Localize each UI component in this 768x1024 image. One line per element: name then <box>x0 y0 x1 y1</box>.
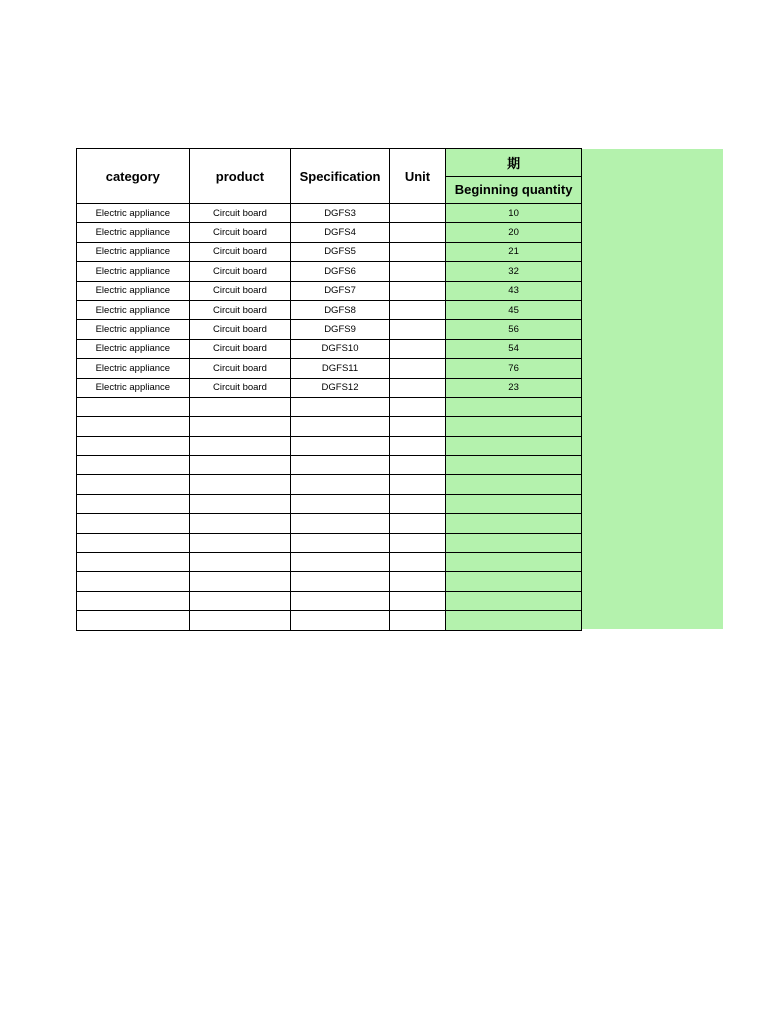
cell-specification[interactable] <box>291 533 390 552</box>
cell-specification[interactable]: DGFS8 <box>291 300 390 319</box>
cell-beginning-quantity[interactable] <box>446 572 582 591</box>
cell-specification[interactable] <box>291 475 390 494</box>
cell-beginning-quantity[interactable]: 23 <box>446 378 582 397</box>
cell-product[interactable]: Circuit board <box>189 339 291 358</box>
cell-unit[interactable] <box>389 417 445 436</box>
cell-beginning-quantity[interactable] <box>446 494 582 513</box>
cell-product[interactable] <box>189 417 291 436</box>
cell-category[interactable]: Electric appliance <box>77 204 190 223</box>
table-row <box>77 553 582 572</box>
cell-beginning-quantity[interactable]: 32 <box>446 262 582 281</box>
cell-beginning-quantity[interactable] <box>446 591 582 610</box>
cell-unit[interactable] <box>389 204 445 223</box>
cell-category[interactable] <box>77 494 190 513</box>
cell-beginning-quantity[interactable]: 10 <box>446 204 582 223</box>
cell-product[interactable]: Circuit board <box>189 320 291 339</box>
cell-category[interactable]: Electric appliance <box>77 242 190 261</box>
cell-product[interactable]: Circuit board <box>189 300 291 319</box>
cell-specification[interactable] <box>291 494 390 513</box>
cell-specification[interactable]: DGFS12 <box>291 378 390 397</box>
cell-unit[interactable] <box>389 320 445 339</box>
cell-unit[interactable] <box>389 281 445 300</box>
table-row <box>77 456 582 475</box>
table-row <box>77 204 582 223</box>
cell-beginning-quantity[interactable]: 54 <box>446 339 582 358</box>
header-category[interactable]: category <box>77 149 190 204</box>
cell-category[interactable]: Electric appliance <box>77 378 190 397</box>
cell-category[interactable] <box>77 611 190 630</box>
cell-product[interactable]: Circuit board <box>189 281 291 300</box>
cell-specification[interactable]: DGFS9 <box>291 320 390 339</box>
cell-unit[interactable] <box>389 223 445 242</box>
table-row <box>77 223 582 242</box>
cell-category[interactable]: Electric appliance <box>77 262 190 281</box>
cell-specification[interactable] <box>291 572 390 591</box>
cell-product[interactable] <box>189 533 291 552</box>
cell-specification[interactable]: DGFS6 <box>291 262 390 281</box>
cell-product[interactable]: Circuit board <box>189 204 291 223</box>
cell-unit[interactable] <box>389 533 445 552</box>
table-row <box>77 436 582 455</box>
header-product[interactable]: product <box>189 149 291 204</box>
cell-beginning-quantity[interactable] <box>446 456 582 475</box>
table-row <box>77 533 582 552</box>
cell-unit[interactable] <box>389 572 445 591</box>
cell-product[interactable] <box>189 436 291 455</box>
cell-beginning-quantity[interactable] <box>446 436 582 455</box>
cell-beginning-quantity[interactable] <box>446 611 582 630</box>
cell-beginning-quantity[interactable]: 20 <box>446 223 582 242</box>
cell-category[interactable]: Electric appliance <box>77 359 190 378</box>
table-row <box>77 320 582 339</box>
cell-category[interactable] <box>77 553 190 572</box>
cell-beginning-quantity[interactable]: 43 <box>446 281 582 300</box>
cell-specification[interactable] <box>291 436 390 455</box>
cell-product[interactable] <box>189 494 291 513</box>
cell-unit[interactable] <box>389 300 445 319</box>
cell-product[interactable] <box>189 475 291 494</box>
cell-category[interactable] <box>77 514 190 533</box>
cell-product[interactable]: Circuit board <box>189 223 291 242</box>
cell-product[interactable] <box>189 514 291 533</box>
cell-specification[interactable]: DGFS4 <box>291 223 390 242</box>
cell-specification[interactable] <box>291 417 390 436</box>
cell-beginning-quantity[interactable] <box>446 475 582 494</box>
cell-specification[interactable]: DGFS5 <box>291 242 390 261</box>
table-row <box>77 339 582 358</box>
cell-category[interactable] <box>77 456 190 475</box>
table-row <box>77 262 582 281</box>
table-row <box>77 359 582 378</box>
cell-product[interactable] <box>189 397 291 416</box>
cell-unit[interactable] <box>389 553 445 572</box>
cell-unit[interactable] <box>389 359 445 378</box>
cell-unit[interactable] <box>389 475 445 494</box>
cell-category[interactable] <box>77 572 190 591</box>
cell-beginning-quantity[interactable] <box>446 397 582 416</box>
cell-specification[interactable] <box>291 553 390 572</box>
cell-category[interactable]: Electric appliance <box>77 223 190 242</box>
cell-category[interactable]: Electric appliance <box>77 339 190 358</box>
cell-category[interactable] <box>77 533 190 552</box>
table-row <box>77 417 582 436</box>
table-row <box>77 572 582 591</box>
cell-specification[interactable] <box>291 514 390 533</box>
cell-category[interactable]: Electric appliance <box>77 281 190 300</box>
cell-specification[interactable] <box>291 397 390 416</box>
cell-unit[interactable] <box>389 378 445 397</box>
cell-specification[interactable]: DGFS10 <box>291 339 390 358</box>
cell-unit[interactable] <box>389 591 445 610</box>
cell-beginning-quantity[interactable]: 76 <box>446 359 582 378</box>
cell-product[interactable]: Circuit board <box>189 262 291 281</box>
cell-specification[interactable]: DGFS7 <box>291 281 390 300</box>
header-unit[interactable]: Unit <box>389 149 445 204</box>
cell-specification[interactable]: DGFS3 <box>291 204 390 223</box>
cell-unit[interactable] <box>389 436 445 455</box>
cell-product[interactable] <box>189 611 291 630</box>
cell-product[interactable] <box>189 572 291 591</box>
table-row <box>77 242 582 261</box>
cell-specification[interactable] <box>291 591 390 610</box>
cell-specification[interactable]: DGFS11 <box>291 359 390 378</box>
cell-category[interactable] <box>77 417 190 436</box>
cell-unit[interactable] <box>389 456 445 475</box>
cell-category[interactable] <box>77 436 190 455</box>
table-row <box>77 514 582 533</box>
cell-beginning-quantity[interactable] <box>446 533 582 552</box>
header-specification[interactable]: Specification <box>291 149 390 204</box>
cell-category[interactable] <box>77 397 190 416</box>
header-beginning-quantity[interactable]: Beginning quantity <box>446 176 582 204</box>
cell-category[interactable] <box>77 475 190 494</box>
inventory-table <box>76 148 582 631</box>
table-body <box>77 204 582 631</box>
table-row <box>77 475 582 494</box>
cell-beginning-quantity[interactable]: 21 <box>446 242 582 261</box>
cell-beginning-quantity[interactable] <box>446 553 582 572</box>
cell-unit[interactable] <box>389 494 445 513</box>
cell-category[interactable]: Electric appliance <box>77 300 190 319</box>
table-row <box>77 494 582 513</box>
cell-unit[interactable] <box>389 242 445 261</box>
table-row <box>77 611 582 630</box>
table-row <box>77 591 582 610</box>
cell-unit[interactable] <box>389 339 445 358</box>
header-group[interactable]: 期 <box>446 149 582 177</box>
cell-category[interactable] <box>77 591 190 610</box>
cell-product[interactable]: Circuit board <box>189 242 291 261</box>
cell-product[interactable] <box>189 456 291 475</box>
cell-unit[interactable] <box>389 514 445 533</box>
cell-beginning-quantity[interactable] <box>446 514 582 533</box>
cell-product[interactable] <box>189 591 291 610</box>
cell-product[interactable]: Circuit board <box>189 359 291 378</box>
cell-unit[interactable] <box>389 397 445 416</box>
cell-product[interactable] <box>189 553 291 572</box>
cell-product[interactable]: Circuit board <box>189 378 291 397</box>
cell-unit[interactable] <box>389 262 445 281</box>
table-row <box>77 397 582 416</box>
cell-unit[interactable] <box>389 611 445 630</box>
table-row <box>77 281 582 300</box>
table-row <box>77 378 582 397</box>
cell-specification[interactable] <box>291 456 390 475</box>
cell-specification[interactable] <box>291 611 390 630</box>
table-row <box>77 300 582 319</box>
cell-beginning-quantity[interactable]: 45 <box>446 300 582 319</box>
cell-category[interactable]: Electric appliance <box>77 320 190 339</box>
cell-beginning-quantity[interactable]: 56 <box>446 320 582 339</box>
cell-beginning-quantity[interactable] <box>446 417 582 436</box>
